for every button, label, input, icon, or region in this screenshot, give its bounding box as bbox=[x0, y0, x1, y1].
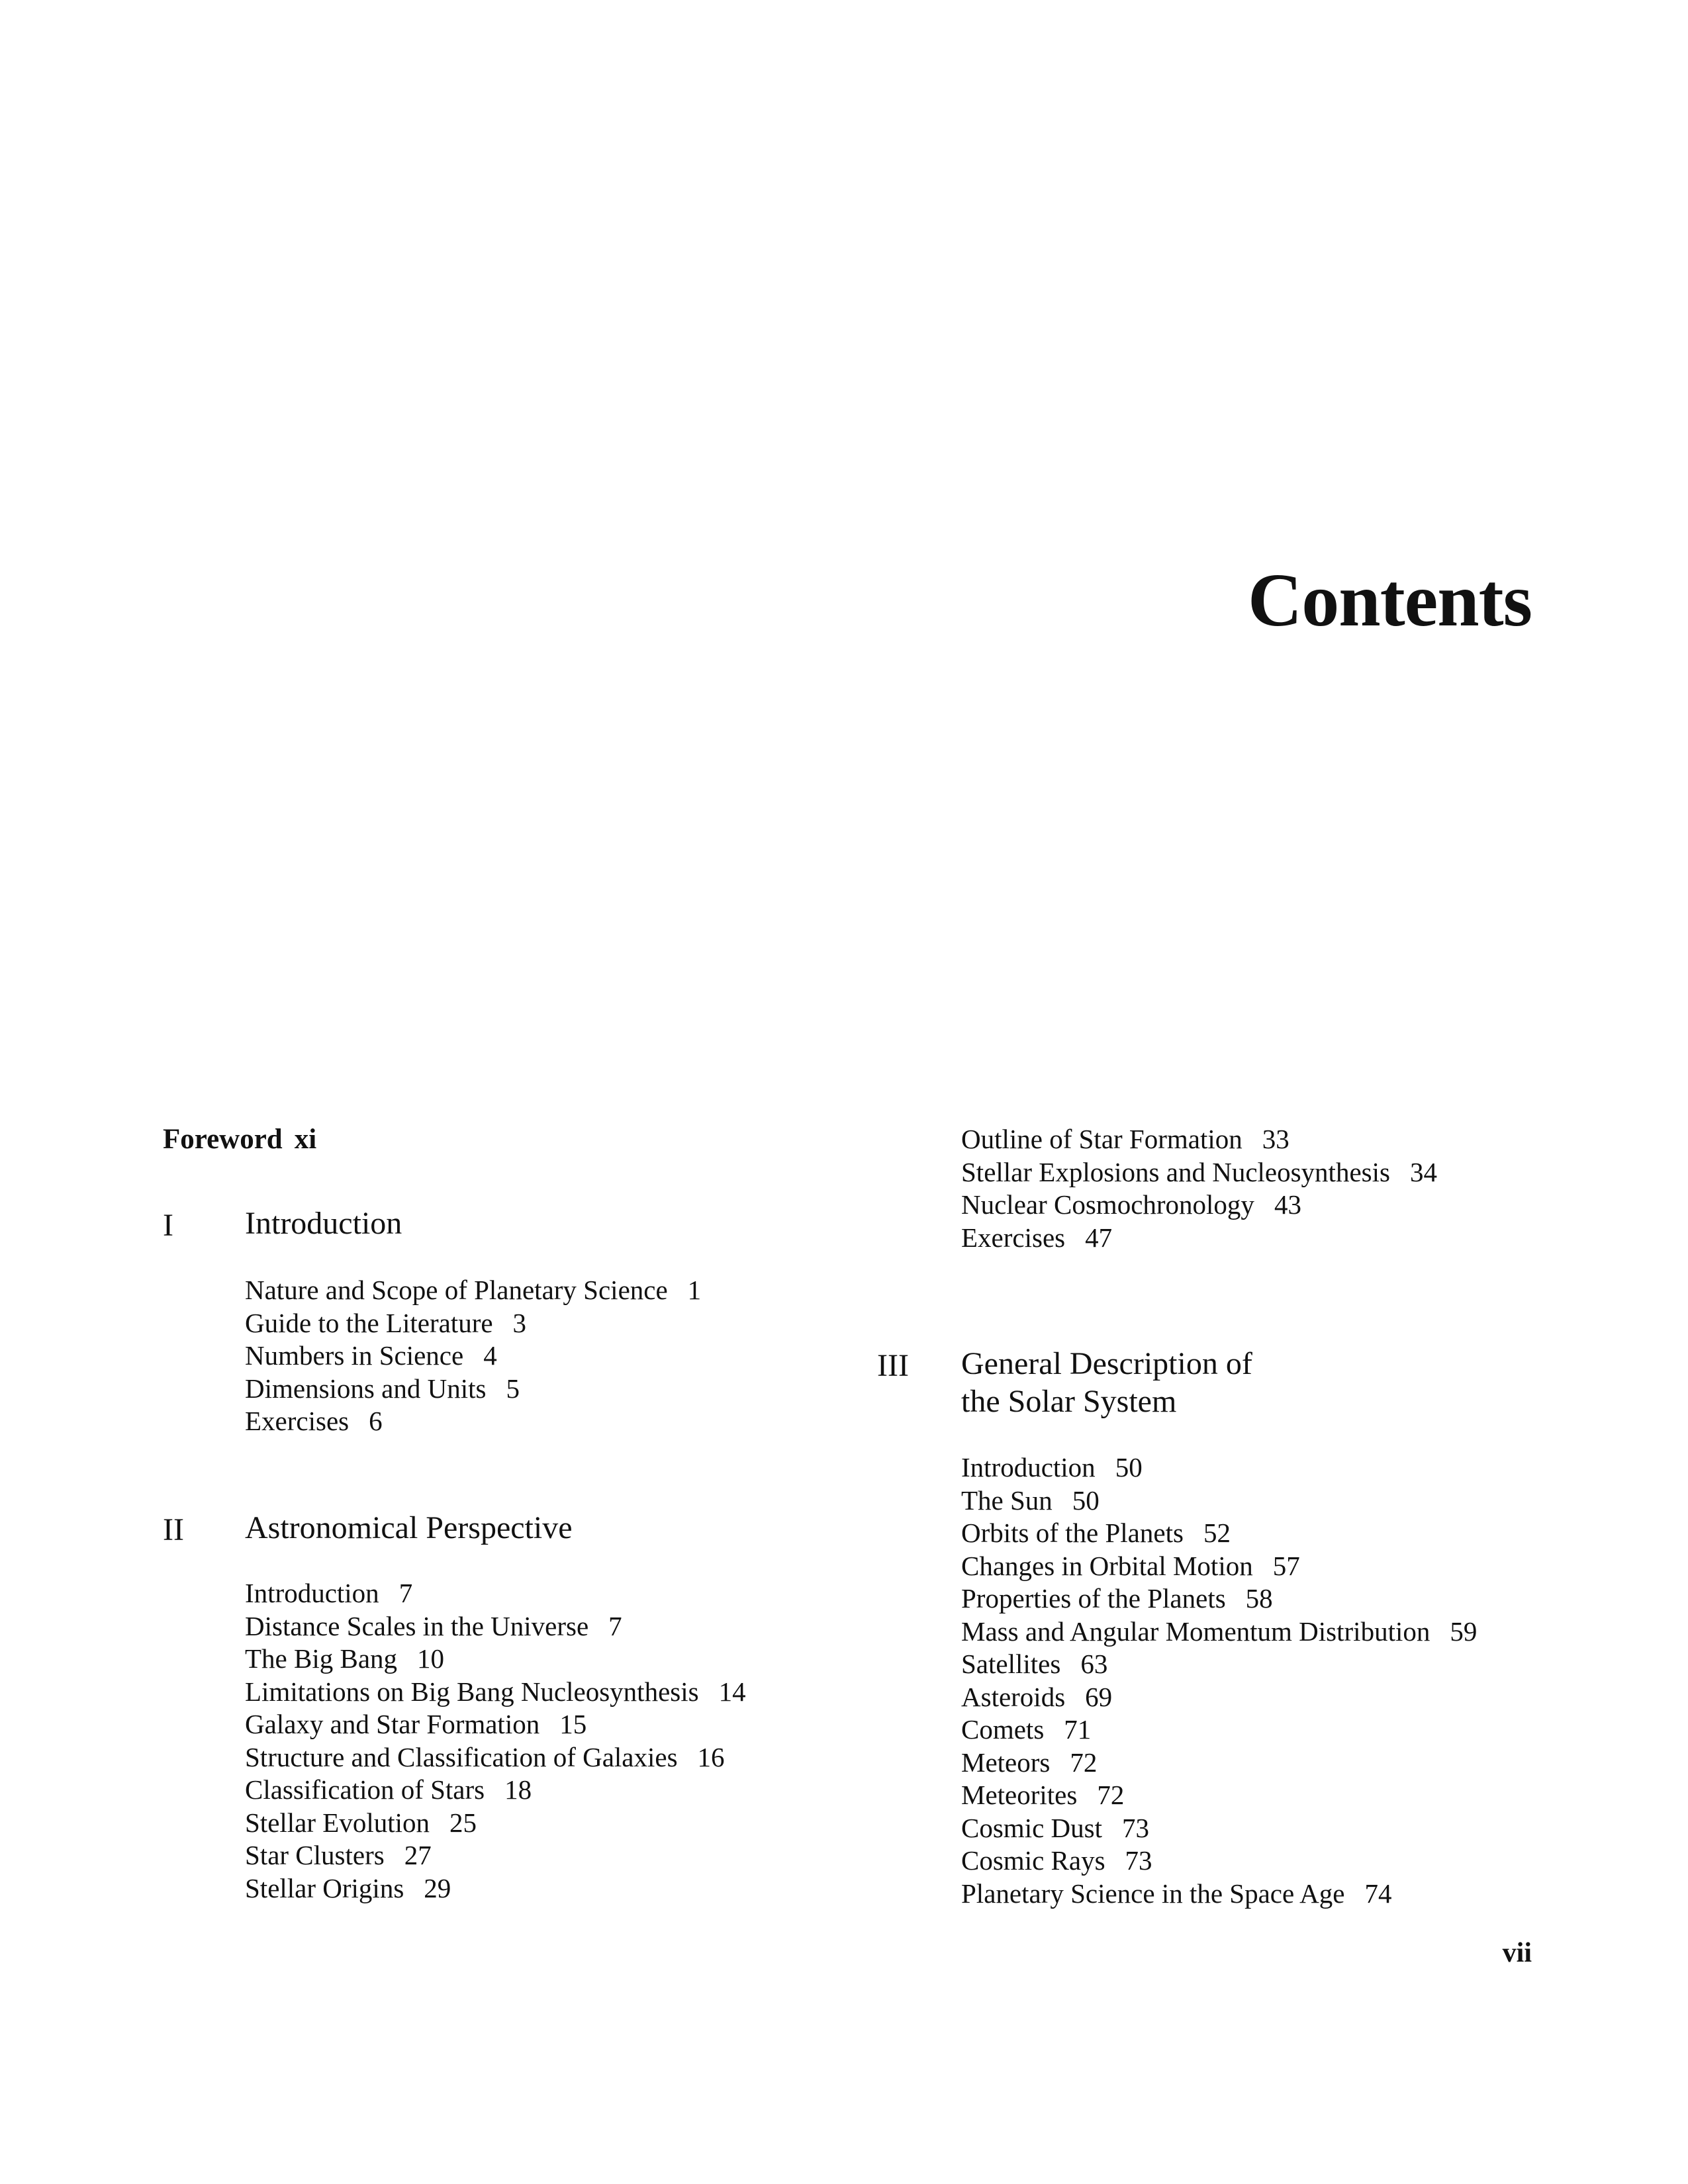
chapter-number: III bbox=[877, 1348, 909, 1383]
entry-page: 34 bbox=[1409, 1156, 1437, 1187]
foreword-label: Foreword bbox=[163, 1124, 283, 1155]
entry-title: Asteroids bbox=[961, 1681, 1066, 1712]
toc-foreword[interactable] bbox=[163, 1125, 316, 1154]
entry-page: 43 bbox=[1274, 1189, 1301, 1220]
entry-title: Guide to the Literature bbox=[245, 1307, 493, 1338]
page-number: vii bbox=[1502, 1938, 1532, 1968]
toc-entry[interactable] bbox=[245, 1307, 701, 1340]
entry-title: Stellar Origins bbox=[245, 1872, 404, 1903]
entry-title: Nuclear Cosmochronology bbox=[961, 1189, 1254, 1220]
entry-page: 58 bbox=[1245, 1583, 1273, 1614]
entry-page: 52 bbox=[1203, 1518, 1231, 1548]
entry-page: 15 bbox=[559, 1709, 587, 1739]
chapter-title[interactable] bbox=[245, 1509, 573, 1547]
entry-page: 7 bbox=[608, 1610, 622, 1641]
toc-entry[interactable] bbox=[245, 1610, 746, 1643]
toc-entry[interactable] bbox=[245, 1373, 701, 1406]
toc-entry[interactable] bbox=[245, 1643, 746, 1676]
entry-title: Meteorites bbox=[961, 1780, 1078, 1810]
page-title: Contents bbox=[1247, 558, 1532, 642]
entry-page: 6 bbox=[369, 1406, 383, 1436]
entry-page: 50 bbox=[1115, 1452, 1143, 1482]
entry-page: 18 bbox=[504, 1774, 532, 1805]
toc-entry[interactable] bbox=[245, 1872, 746, 1905]
entry-title: Stellar Explosions and Nucleosynthesis bbox=[961, 1156, 1390, 1187]
entry-title: Outline of Star Formation bbox=[961, 1124, 1243, 1154]
entry-page: 74 bbox=[1364, 1878, 1392, 1909]
chapter-title-line: Astronomical Perspective bbox=[245, 1510, 573, 1545]
toc-entry[interactable] bbox=[245, 1577, 746, 1610]
entry-title: Structure and Classification of Galaxies bbox=[245, 1741, 678, 1772]
toc-entry[interactable] bbox=[961, 1451, 1477, 1484]
chapter-title-line: the Solar System bbox=[961, 1384, 1177, 1419]
toc-entry[interactable] bbox=[245, 1708, 746, 1741]
entry-title: Exercises bbox=[245, 1406, 350, 1436]
toc-entry[interactable] bbox=[961, 1648, 1477, 1681]
toc-entry[interactable] bbox=[245, 1774, 746, 1807]
entry-title: Introduction bbox=[245, 1578, 379, 1608]
entry-title: Introduction bbox=[961, 1452, 1096, 1482]
entry-title: Mass and Angular Momentum Distribution bbox=[961, 1615, 1430, 1647]
entry-title: Cosmic Dust bbox=[961, 1812, 1102, 1843]
entry-page: 73 bbox=[1125, 1845, 1152, 1876]
toc-entry[interactable] bbox=[245, 1676, 746, 1709]
entry-title: Nature and Scope of Planetary Science bbox=[245, 1275, 668, 1305]
entry-page: 72 bbox=[1070, 1747, 1098, 1778]
entry-title: Changes in Orbital Motion bbox=[961, 1550, 1253, 1581]
toc-entry[interactable] bbox=[961, 1517, 1477, 1550]
entry-title: Satellites bbox=[961, 1649, 1061, 1679]
entry-title: The Big Bang bbox=[245, 1643, 398, 1674]
entry-page: 47 bbox=[1085, 1222, 1113, 1253]
chapter-entries bbox=[245, 1274, 701, 1438]
entry-page: 71 bbox=[1064, 1714, 1092, 1745]
entry-title: Star Clusters bbox=[245, 1840, 385, 1870]
entry-title: Planetary Science in the Space Age bbox=[961, 1878, 1345, 1909]
toc-entry[interactable] bbox=[245, 1340, 701, 1373]
entry-page: 1 bbox=[687, 1275, 702, 1305]
entry-page: 5 bbox=[506, 1373, 520, 1404]
toc-entry[interactable] bbox=[245, 1274, 701, 1307]
foreword-page: xi bbox=[294, 1124, 317, 1155]
entry-title: Properties of the Planets bbox=[961, 1583, 1226, 1614]
entry-title: Galaxy and Star Formation bbox=[245, 1709, 540, 1739]
chapter-title[interactable] bbox=[961, 1345, 1252, 1420]
toc-entry[interactable] bbox=[961, 1615, 1477, 1649]
entry-title: Comets bbox=[961, 1714, 1045, 1745]
chapter-title-line: General Description of bbox=[961, 1346, 1252, 1381]
entry-page: 25 bbox=[449, 1807, 477, 1838]
toc-entry[interactable] bbox=[961, 1123, 1437, 1156]
toc-entry[interactable] bbox=[961, 1779, 1477, 1812]
toc-entry[interactable] bbox=[961, 1844, 1477, 1878]
entry-title: The Sun bbox=[961, 1484, 1053, 1516]
entry-page: 57 bbox=[1272, 1550, 1300, 1581]
toc-entry[interactable] bbox=[961, 1681, 1477, 1714]
entry-page: 27 bbox=[404, 1840, 432, 1870]
toc-entry[interactable] bbox=[961, 1189, 1437, 1222]
entry-page: 69 bbox=[1085, 1681, 1113, 1712]
chapter-entries bbox=[245, 1577, 746, 1905]
entry-page: 14 bbox=[718, 1676, 746, 1707]
entry-title: Stellar Evolution bbox=[245, 1807, 430, 1838]
toc-entry[interactable] bbox=[961, 1747, 1477, 1780]
toc-entry[interactable] bbox=[961, 1550, 1477, 1583]
chapter-number: I bbox=[163, 1208, 173, 1243]
toc-entry[interactable] bbox=[961, 1484, 1477, 1518]
entry-title: Limitations on Big Bang Nucleosynthesis bbox=[245, 1676, 699, 1707]
toc-entry[interactable] bbox=[245, 1839, 746, 1872]
chapter-number: II bbox=[163, 1512, 184, 1547]
entry-title: Dimensions and Units bbox=[245, 1373, 487, 1404]
chapter-title-line: Introduction bbox=[245, 1206, 402, 1241]
toc-entry[interactable] bbox=[961, 1222, 1437, 1255]
chapter-entries bbox=[961, 1451, 1477, 1910]
chapter-entries-continued bbox=[961, 1123, 1437, 1254]
entry-title: Numbers in Science bbox=[245, 1340, 464, 1371]
entry-page: 29 bbox=[424, 1872, 451, 1903]
entry-page: 59 bbox=[1450, 1615, 1477, 1647]
entry-page: 73 bbox=[1122, 1812, 1149, 1843]
entry-page: 3 bbox=[512, 1307, 527, 1338]
toc-entry[interactable] bbox=[961, 1156, 1437, 1189]
toc-entry[interactable] bbox=[961, 1713, 1477, 1747]
toc-entry[interactable] bbox=[961, 1582, 1477, 1615]
entry-page: 63 bbox=[1080, 1649, 1108, 1679]
entry-page: 72 bbox=[1097, 1780, 1125, 1810]
entry-title: Distance Scales in the Universe bbox=[245, 1610, 589, 1641]
entry-title: Orbits of the Planets bbox=[961, 1518, 1184, 1548]
toc-entry[interactable] bbox=[245, 1405, 701, 1438]
entry-page: 7 bbox=[399, 1578, 413, 1608]
chapter-title[interactable] bbox=[245, 1205, 402, 1242]
entry-page: 10 bbox=[417, 1643, 445, 1674]
entry-title: Exercises bbox=[961, 1222, 1066, 1253]
entry-title: Meteors bbox=[961, 1747, 1051, 1778]
toc-entry[interactable] bbox=[961, 1812, 1477, 1845]
toc-entry[interactable] bbox=[245, 1807, 746, 1840]
entry-page: 50 bbox=[1072, 1484, 1100, 1516]
entry-title: Classification of Stars bbox=[245, 1774, 485, 1805]
toc-entry[interactable] bbox=[961, 1878, 1477, 1911]
entry-page: 16 bbox=[697, 1741, 725, 1772]
entry-title: Cosmic Rays bbox=[961, 1845, 1105, 1876]
entry-page: 4 bbox=[483, 1340, 497, 1371]
toc-entry[interactable] bbox=[245, 1741, 746, 1774]
entry-page: 33 bbox=[1262, 1124, 1289, 1154]
